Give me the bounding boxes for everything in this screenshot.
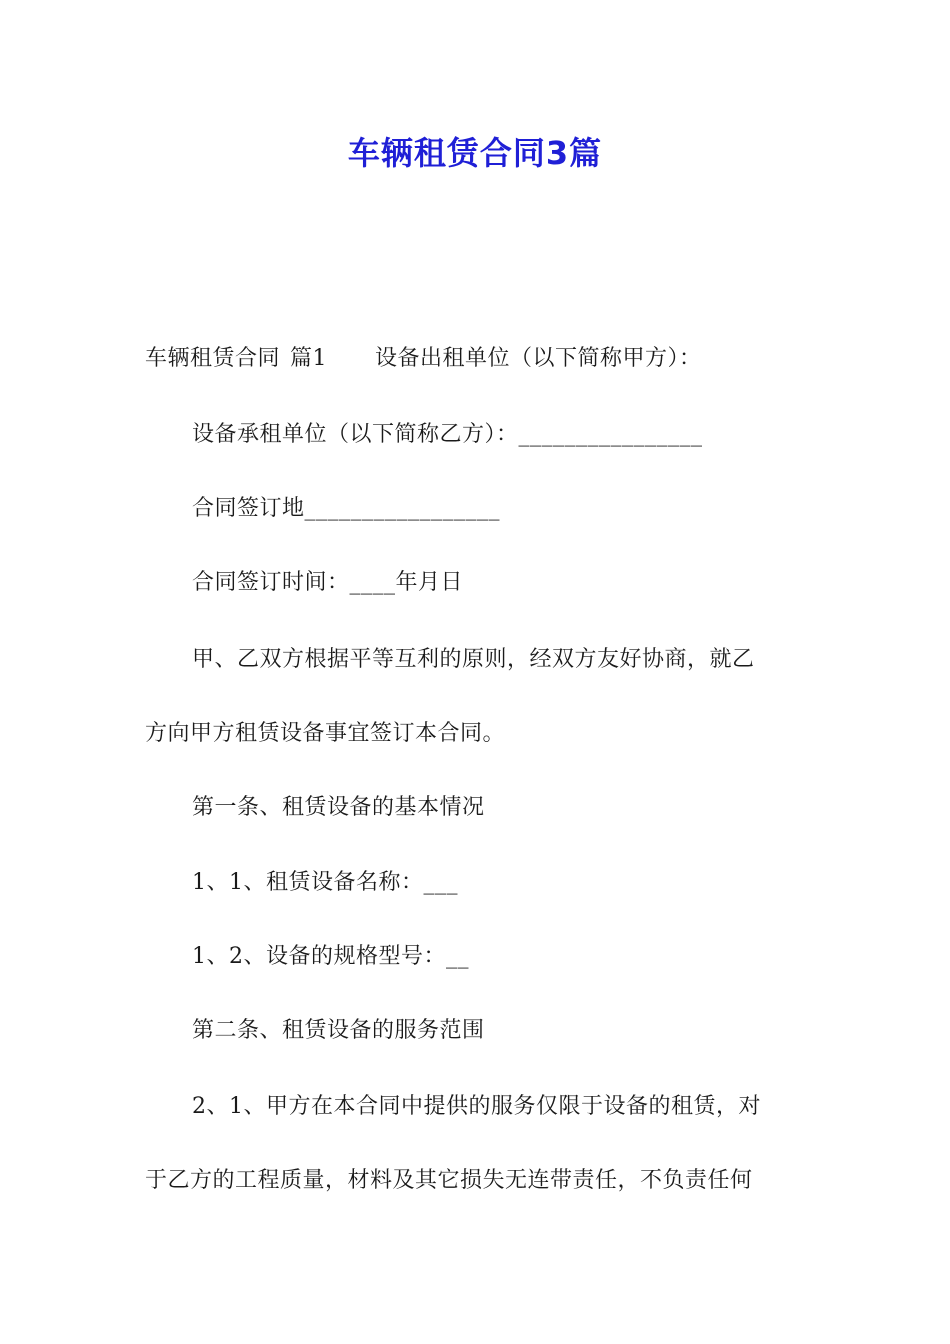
signing-date-line: 合同签订时间：____年月日 — [192, 570, 464, 595]
document-title: 车辆租赁合同3篇 — [347, 134, 603, 172]
clause-2-1-line-2: 于乙方的工程质量，材料及其它损失无连带责任，不负责任何 — [145, 1168, 753, 1193]
heading-label: 车辆租赁合同 — [145, 346, 281, 371]
preamble-line-1: 甲、乙双方根据平等互利的原则，经双方友好协商，就乙 — [192, 647, 755, 672]
heading-line — [145, 344, 702, 374]
article-1-heading: 第一条、租赁设备的基本情况 — [192, 795, 485, 820]
signing-place-line: 合同签订地_________________ — [192, 496, 501, 521]
lessor-line: 设备出租单位（以下简称甲方）： — [375, 346, 702, 371]
clause-2-1-line-1: 2、1、甲方在本合同中提供的服务仅限于设备的租赁，对 — [192, 1094, 761, 1119]
lessee-line: 设备承租单位（以下简称乙方）：________________ — [192, 422, 703, 447]
heading-section: 篇1 — [290, 346, 328, 371]
preamble-line-2: 方向甲方租赁设备事宜签订本合同。 — [145, 721, 506, 746]
clause-1-1: 1、1、租赁设备名称：___ — [192, 870, 458, 895]
article-2-heading: 第二条、租赁设备的服务范围 — [192, 1018, 485, 1043]
clause-1-2: 1、2、设备的规格型号：__ — [192, 944, 469, 969]
